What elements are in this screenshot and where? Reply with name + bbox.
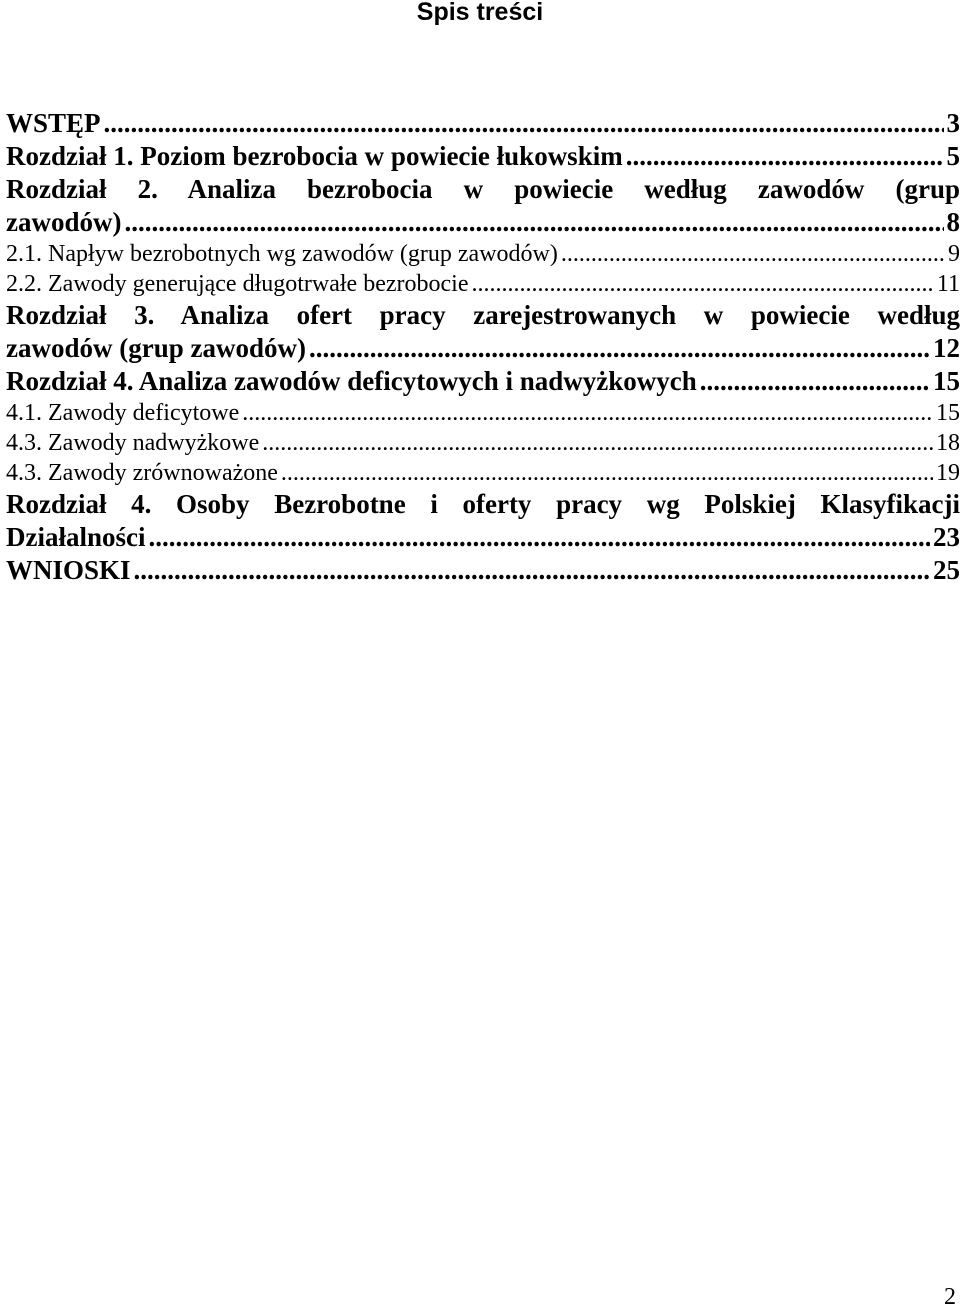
toc-entry-4-3-nadwyzkowe[interactable] <box>6 428 960 458</box>
toc-entry-rozdzial-4-osoby-line1[interactable]: Rozdział 4. Osoby Bezrobotne i oferty pracy wg Polskiej Klasyfikacji <box>6 489 960 519</box>
document-title: Spis treści <box>416 0 544 26</box>
toc-leader-dots <box>471 269 933 299</box>
toc-entry-page: 23 <box>933 522 960 552</box>
toc-entry-text: Rozdział 1. Poziom bezrobocia w powiecie łukowskim <box>6 141 623 171</box>
toc-leader-dots <box>134 554 930 587</box>
toc-entry-text: 4.3. Zawody nadwyżkowe <box>6 430 260 456</box>
toc-leader-dots <box>262 428 933 458</box>
toc-entry-rozdzial-1[interactable] <box>6 140 960 173</box>
toc-entry-wnioski[interactable] <box>6 554 960 587</box>
toc-entry-2-2[interactable] <box>6 269 960 299</box>
toc-leader-dots <box>104 107 944 140</box>
toc-entry-rozdzial-3[interactable] <box>6 332 960 365</box>
toc-entry-text: zawodów (grup zawodów) <box>6 333 306 363</box>
toc-entry-text: 2.1. Napływ bezrobotnych wg zawodów (grup zawodów) <box>6 241 558 267</box>
toc-entry-page: 3 <box>946 108 960 138</box>
table-of-contents <box>6 107 960 587</box>
toc-leader-dots <box>626 140 944 173</box>
toc-leader-dots <box>281 458 933 488</box>
toc-entry-page: 12 <box>933 333 960 363</box>
toc-entry-page: 19 <box>936 460 960 486</box>
toc-entry-text: WNIOSKI <box>6 555 131 585</box>
toc-entry-text: Rozdział 4. Analiza zawodów deficytowych i nadwyżkowych <box>6 366 697 396</box>
toc-entry-rozdzial-3-line1[interactable]: Rozdział 3. Analiza ofert pracy zarejestrowanych w powiecie według <box>6 300 960 330</box>
toc-entry-text: 2.2. Zawody generujące długotrwałe bezrobocie <box>6 271 469 297</box>
toc-leader-dots <box>309 332 930 365</box>
page-number: 2 <box>944 1284 956 1310</box>
toc-entry-4-3-zrownowazone[interactable] <box>6 458 960 488</box>
toc-entry-page: 11 <box>936 271 960 297</box>
toc-entry-wstep[interactable] <box>6 107 960 140</box>
toc-entry-rozdzial-4[interactable] <box>6 365 960 398</box>
toc-entry-page: 25 <box>933 555 960 585</box>
toc-entry-rozdzial-2[interactable] <box>6 206 960 239</box>
toc-leader-dots <box>242 398 933 428</box>
toc-entry-rozdzial-4-osoby[interactable] <box>6 521 960 554</box>
toc-entry-text: zawodów) <box>6 207 122 237</box>
toc-entry-page: 18 <box>936 430 960 456</box>
toc-entry-page: 9 <box>948 241 960 267</box>
toc-leader-dots <box>561 239 945 269</box>
toc-leader-dots <box>700 365 930 398</box>
toc-entry-2-1[interactable] <box>6 239 960 269</box>
toc-entry-page: 15 <box>936 400 960 426</box>
toc-entry-page: 5 <box>946 141 960 171</box>
toc-entry-text: WSTĘP <box>6 108 101 138</box>
toc-entry-text: 4.3. Zawody zrównoważone <box>6 460 278 486</box>
toc-entry-4-1[interactable] <box>6 398 960 428</box>
toc-entry-page: 15 <box>933 366 960 396</box>
toc-entry-rozdzial-2-line1[interactable]: Rozdział 2. Analiza bezrobocia w powiecie według zawodów (grup <box>6 174 960 204</box>
toc-entry-text: 4.1. Zawody deficytowe <box>6 400 240 426</box>
toc-leader-dots <box>125 206 944 239</box>
toc-leader-dots <box>149 521 931 554</box>
toc-entry-page: 8 <box>946 207 960 237</box>
toc-entry-text: Działalności <box>6 522 146 552</box>
